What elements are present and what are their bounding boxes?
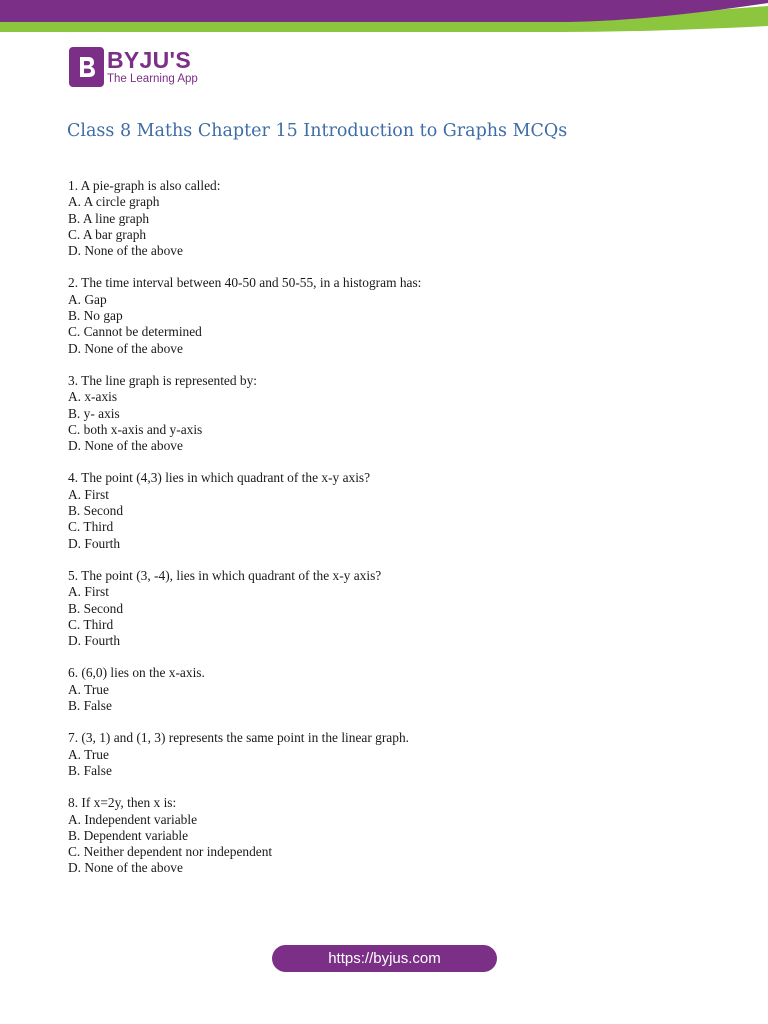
footer-url-text: https://byjus.com: [328, 950, 441, 967]
question-block-8: [68, 795, 708, 876]
option-a: A. x-axis: [68, 389, 118, 405]
option-c: C. Cannot be determined: [68, 324, 202, 340]
question-block-6: [68, 665, 708, 714]
option-b: B. Second: [68, 600, 124, 616]
question-text: 3. The line graph is represented by:: [68, 372, 258, 388]
option-a: A. Gap: [68, 291, 107, 307]
option-b: B. False: [68, 762, 112, 778]
question-block-1: [68, 178, 708, 259]
page-title: Class 8 Maths Chapter 15 Introduction to Graphs MCQs: [67, 121, 568, 141]
option-c: C. A bar graph: [68, 226, 147, 242]
question-text: 7. (3, 1) and (1, 3) represents the same point in the linear graph.: [68, 730, 409, 746]
option-b: B. Second: [68, 503, 124, 519]
option-d: D. None of the above: [68, 243, 183, 259]
option-b: B. False: [68, 698, 112, 714]
option-d: D. None of the above: [68, 860, 183, 876]
option-c: C. Third: [68, 616, 114, 632]
question-text: 6. (6,0) lies on the x-axis.: [68, 665, 205, 681]
question-text: 4. The point (4,3) lies in which quadrant of the x-y axis?: [68, 470, 371, 486]
option-d: D. None of the above: [68, 340, 183, 356]
option-a: A. First: [68, 584, 109, 600]
top-decorative-band: [0, 0, 768, 32]
option-a: A. A circle graph: [68, 194, 160, 210]
option-c: C. Third: [68, 519, 114, 535]
option-b: B. No gap: [68, 308, 123, 324]
option-b: B. A line graph: [68, 210, 150, 226]
question-text: 1. A pie-graph is also called:: [68, 178, 221, 193]
option-d: D. Fourth: [68, 633, 121, 649]
brand-tagline: The Learning App: [107, 72, 198, 85]
question-block-2: [68, 275, 708, 356]
option-b: B. y- axis: [68, 405, 120, 421]
option-c: C. both x-axis and y-axis: [68, 421, 203, 437]
question-text: 5. The point (3, -4), lies in which quadrant of the x-y axis?: [68, 567, 382, 583]
byjus-logo-mark-icon: [69, 47, 104, 87]
question-text: 8. If x=2y, then x is:: [68, 795, 177, 811]
byjus-logo: [69, 47, 198, 87]
question-text: 2. The time interval between 40-50 and 50-55, in a histogram has:: [68, 275, 422, 291]
question-block-5: [68, 568, 708, 649]
option-d: D. None of the above: [68, 438, 183, 454]
option-a: A. True: [68, 746, 109, 762]
question-block-7: [68, 730, 708, 779]
option-d: D. Fourth: [68, 535, 121, 551]
brand-name: BYJU'S: [107, 46, 191, 73]
option-c: C. Neither dependent nor independent: [68, 844, 273, 860]
option-a: A. Independent variable: [68, 811, 198, 827]
option-a: A. True: [68, 681, 109, 697]
option-a: A. First: [68, 486, 109, 502]
question-block-4: [68, 470, 708, 551]
question-list: [68, 178, 708, 893]
footer-url-link[interactable]: [272, 945, 497, 972]
option-b: B. Dependent variable: [68, 827, 189, 843]
question-block-3: [68, 373, 708, 454]
